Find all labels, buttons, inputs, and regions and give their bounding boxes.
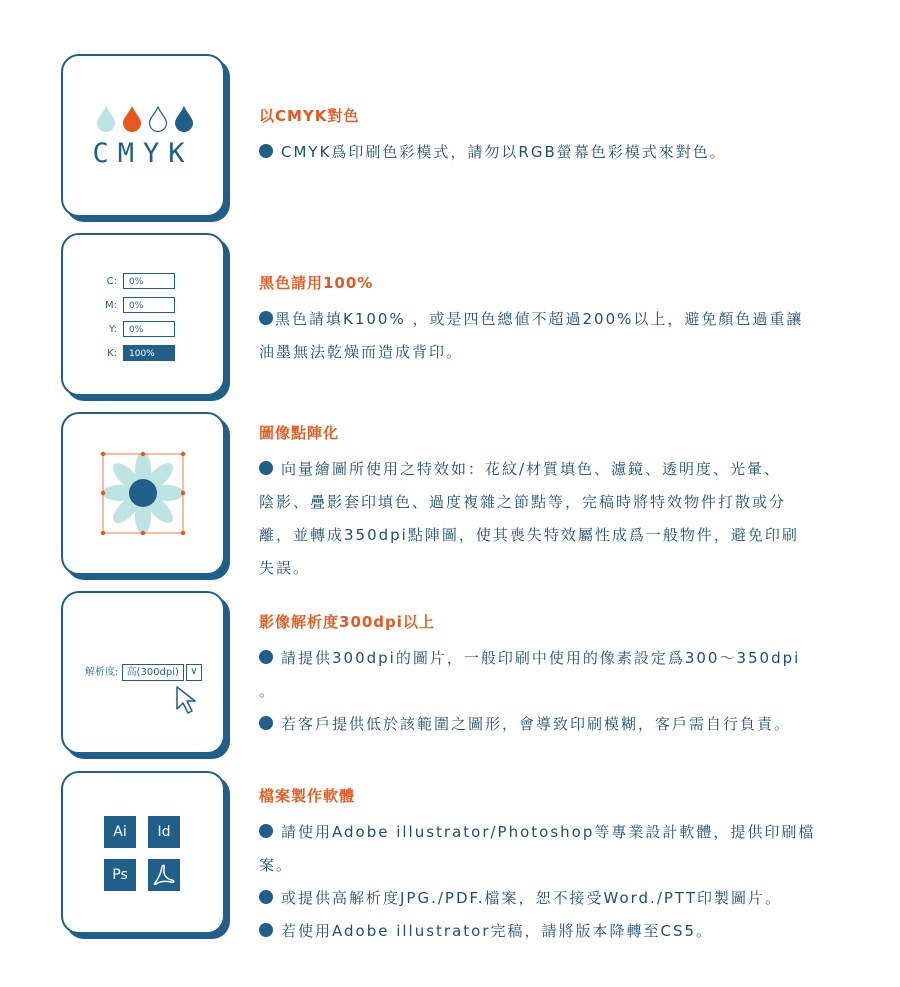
resolution-label: 解析度: bbox=[85, 667, 119, 678]
section-line: 失誤。 bbox=[259, 559, 311, 577]
k-value-row bbox=[97, 345, 175, 361]
resolution-field bbox=[85, 663, 202, 681]
section-line: CMYK爲印刷色彩模式，請勿以RGB螢幕色彩模式來對色。 bbox=[259, 136, 859, 169]
cyan-drop-icon bbox=[96, 106, 116, 132]
m-label: M: bbox=[105, 300, 117, 311]
bullet-icon bbox=[259, 650, 273, 664]
m-value: 0% bbox=[123, 297, 175, 313]
section-software bbox=[259, 786, 859, 948]
c-value: 0% bbox=[123, 273, 175, 289]
section-black bbox=[259, 273, 859, 369]
bullet-icon bbox=[259, 890, 273, 904]
illustrator-icon: Ai bbox=[104, 816, 136, 848]
color-values-card bbox=[61, 233, 225, 396]
resolution-card bbox=[61, 591, 225, 754]
section-line: 案。 bbox=[259, 856, 294, 874]
black-drop-icon bbox=[174, 106, 194, 132]
cursor-arrow-icon bbox=[175, 685, 199, 715]
yellow-drop-icon bbox=[148, 106, 168, 132]
y-value: 0% bbox=[123, 321, 175, 337]
rasterize-card bbox=[61, 412, 225, 575]
bullet-icon bbox=[259, 461, 273, 475]
k-value: 100% bbox=[123, 345, 175, 361]
flower-icon bbox=[61, 412, 225, 575]
c-value-row bbox=[97, 273, 175, 289]
section-title: 檔案製作軟體 bbox=[259, 787, 356, 805]
section-line: 陰影、疊影套印填色、過度複雜之節點等，完稿時將特效物件打散或分 bbox=[259, 493, 787, 511]
indesign-icon: Id bbox=[148, 816, 180, 848]
section-title: 以CMYK對色 bbox=[259, 107, 360, 125]
cmyk-card bbox=[61, 54, 225, 217]
bullet-icon bbox=[259, 716, 273, 730]
acrobat-icon bbox=[148, 859, 180, 891]
section-title: 圖像點陣化 bbox=[259, 424, 340, 442]
bullet-icon bbox=[259, 311, 273, 325]
resolution-select[interactable]: 高(300dpi) bbox=[122, 664, 184, 681]
section-line: 向量繪圖所使用之特效如：花紋/材質填色、濾鏡、透明度、光暈、 bbox=[259, 453, 859, 486]
section-line: 若客戶提供低於該範圍之圖形，會導致印刷模糊，客戶需自行負責。 bbox=[259, 708, 859, 741]
section-line: 離，並轉成350dpi點陣圖，使其喪失特效屬性成爲一般物件，避免印刷 bbox=[259, 526, 799, 544]
cmyk-label: CMYK bbox=[92, 138, 194, 169]
k-label: K: bbox=[107, 348, 117, 359]
ink-drops bbox=[93, 106, 197, 132]
section-title: 黑色請用100% bbox=[259, 274, 374, 292]
chevron-down-icon[interactable]: ∨ bbox=[186, 664, 202, 681]
section-rasterize bbox=[259, 423, 859, 585]
y-label: Y: bbox=[108, 324, 117, 335]
bullet-icon bbox=[259, 824, 273, 838]
section-line: 黑色請填K100% ，或是四色總値不超過200%以上，避免顏色過重讓 bbox=[259, 303, 859, 336]
y-value-row bbox=[97, 321, 175, 337]
section-line: 或提供高解析度JPG./PDF.檔案，恕不接受Word./PTT印製圖片。 bbox=[259, 882, 859, 915]
section-line: 請提供300dpi的圖片，一般印刷中使用的像素設定爲300～350dpi bbox=[259, 642, 859, 675]
bullet-icon bbox=[259, 144, 273, 158]
photoshop-icon: Ps bbox=[104, 859, 136, 891]
section-line: 請使用Adobe illustrator/Photoshop等專業設計軟體，提供印刷檔 bbox=[259, 816, 859, 849]
m-value-row bbox=[97, 297, 175, 313]
c-label: C: bbox=[106, 276, 117, 287]
section-line: 若使用Adobe illustrator完稿，請將版本降轉至CS5。 bbox=[259, 915, 859, 948]
section-line: 油墨無法乾燥而造成背印。 bbox=[259, 343, 464, 361]
section-line: 。 bbox=[259, 682, 277, 700]
section-title: 影像解析度300dpi以上 bbox=[259, 613, 435, 631]
software-card bbox=[61, 771, 225, 934]
magenta-drop-icon bbox=[122, 106, 142, 132]
bullet-icon bbox=[259, 923, 273, 937]
section-cmyk bbox=[259, 106, 859, 169]
section-resolution bbox=[259, 612, 859, 741]
